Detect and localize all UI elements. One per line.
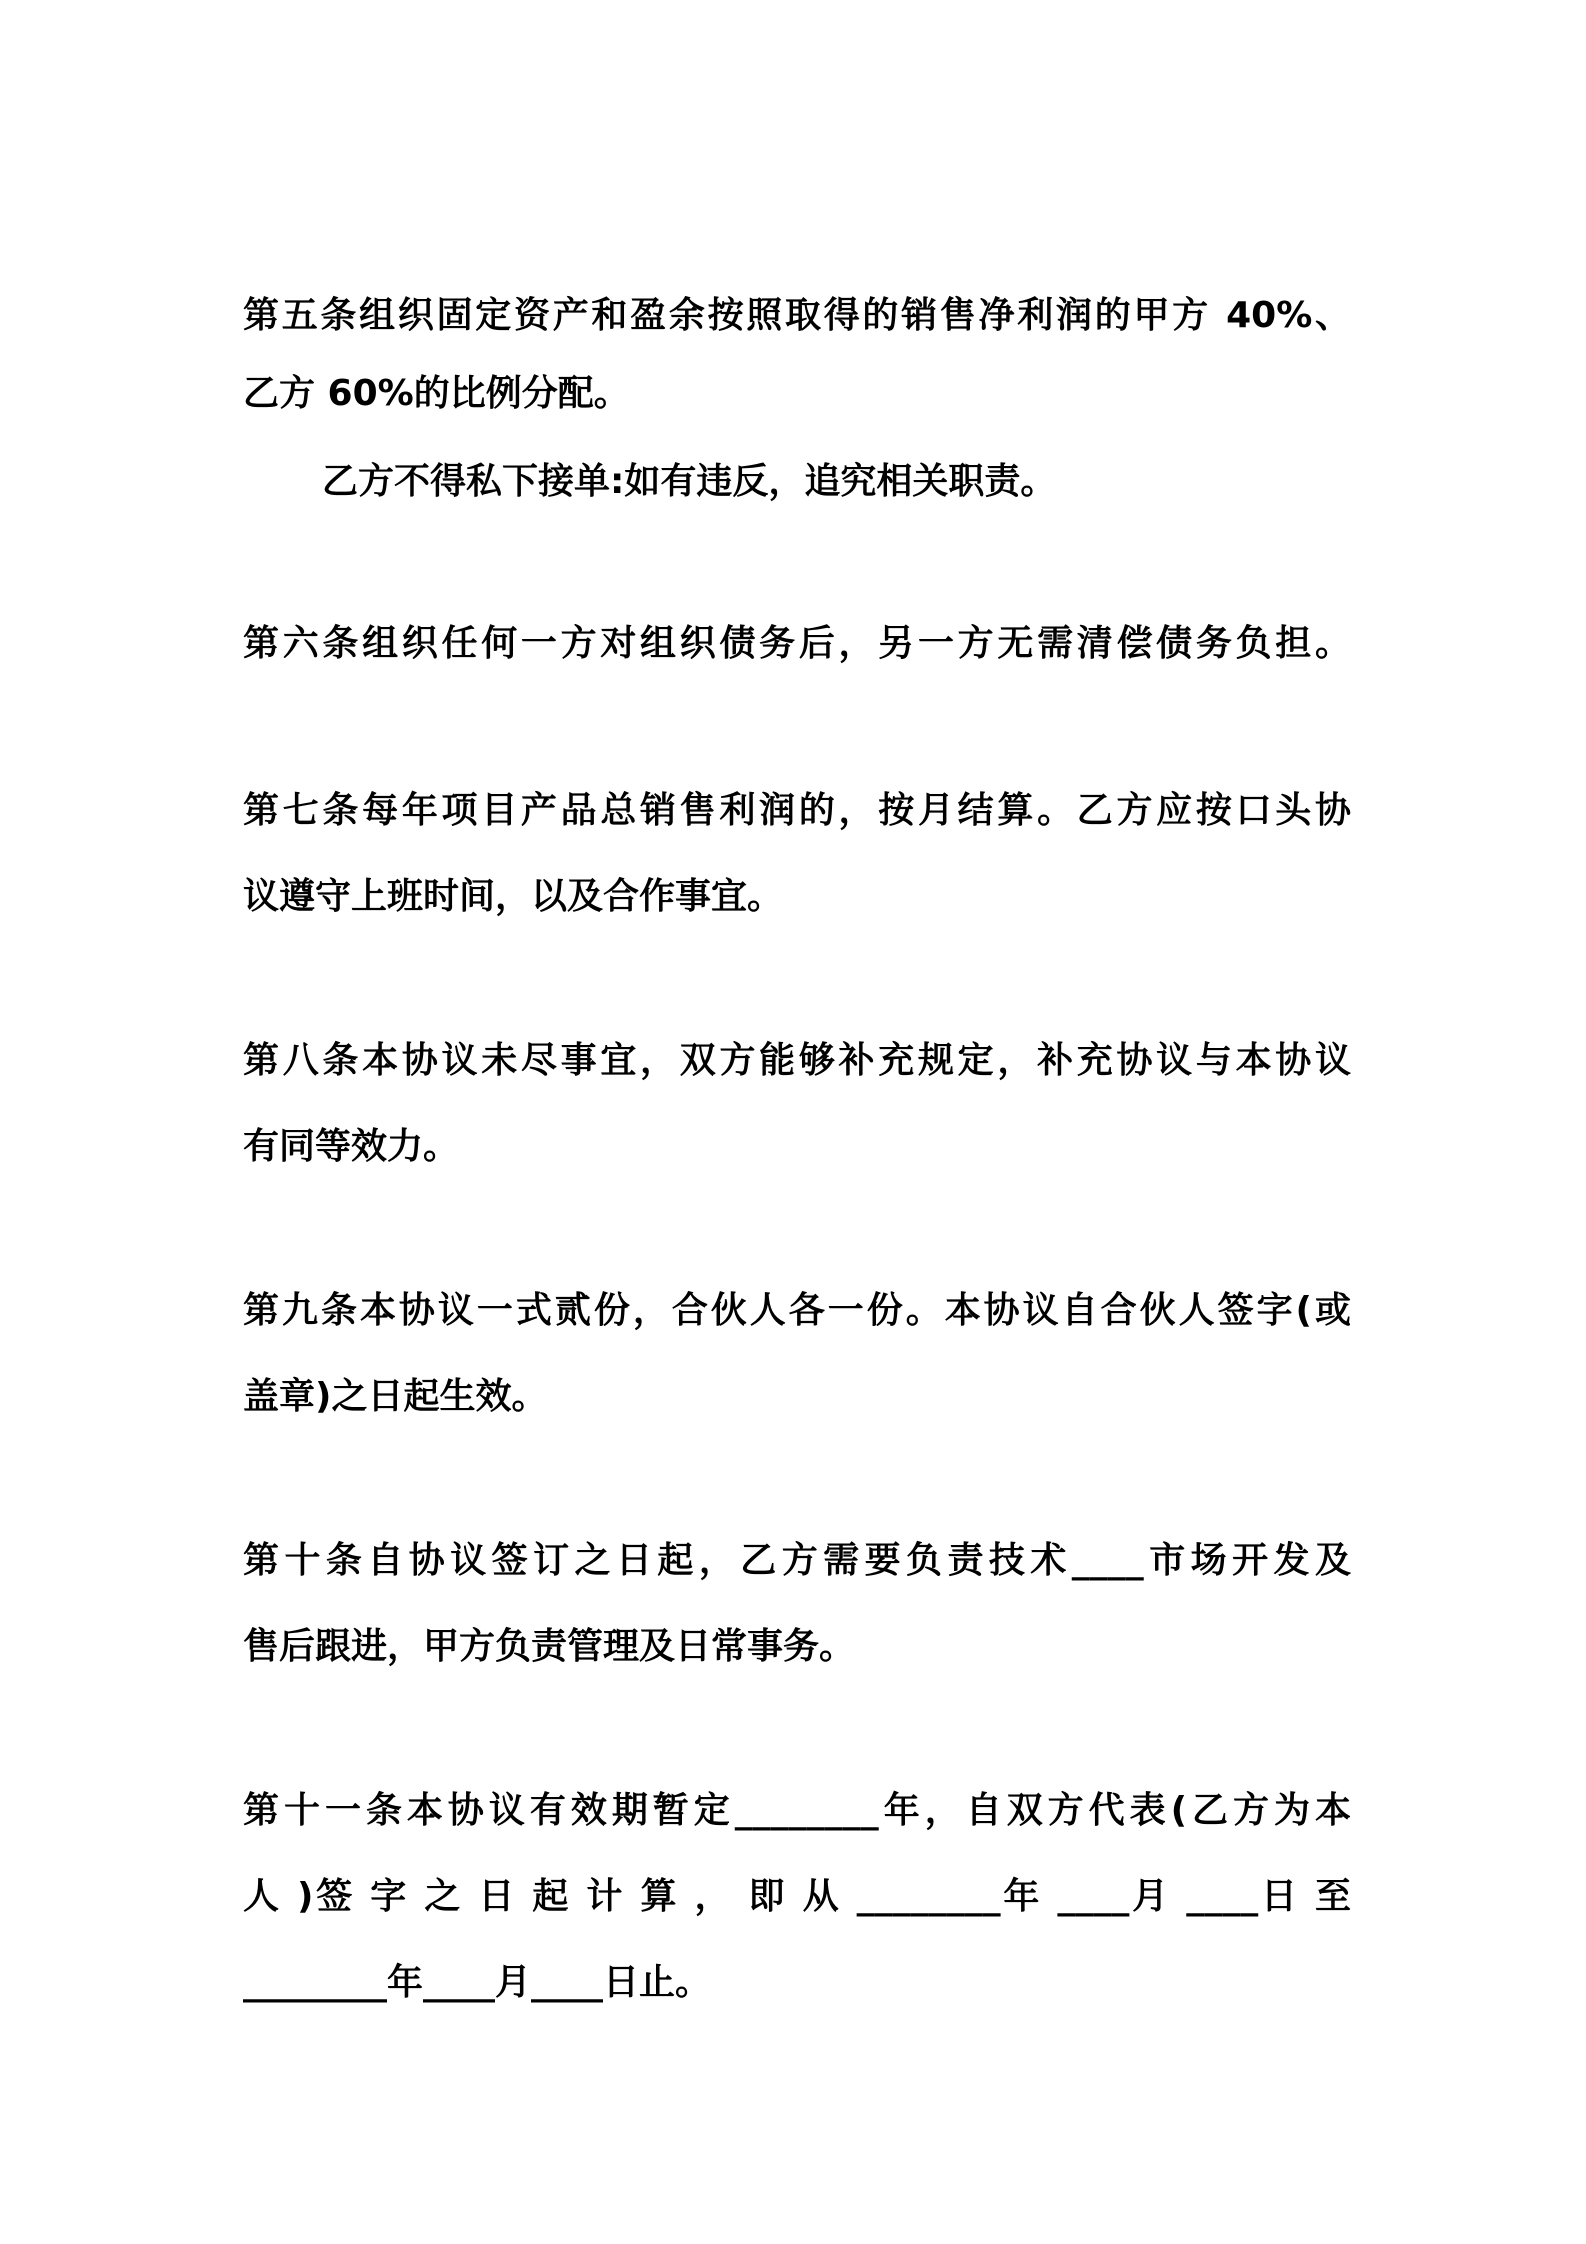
article-10-line-2: 售后跟进，甲方负责管理及日常事务。: [243, 1626, 856, 1667]
article-10-line-1: 第十条自协议签订之日起，乙方需要负责技术____市场开发及: [243, 1540, 1351, 1581]
article-7-line-1: 第七条每年项目产品总销售利润的，按月结算。乙方应按口头协: [243, 790, 1351, 831]
article-11-line-2: 人 )签 字 之 日 起 计 算 ， 即 从 ________年 ____月 ____日 至: [243, 1876, 1351, 1917]
article-8-line-1: 第八条本协议未尽事宜，双方能够补充规定，补充协议与本协议: [243, 1040, 1351, 1081]
article-9-line-1: 第九条本协议一式贰份，合伙人各一份。本协议自合伙人签字(或: [243, 1290, 1351, 1331]
article-6-line-1: 第六条组织任何一方对组织债务后，另一方无需清偿债务负担。: [243, 623, 1351, 664]
article-5-line-2: 乙方 60%的比例分配。: [243, 373, 630, 414]
article-5-line-1: 第五条组织固定资产和盈余按照取得的销售净利润的甲方 40%、: [243, 295, 1351, 336]
article-5-note: 乙方不得私下接单:如有违反，追究相关职责。: [322, 461, 1057, 502]
article-11-line-1: 第十一条本协议有效期暂定________年，自双方代表(乙方为本: [243, 1790, 1351, 1831]
article-9-line-2: 盖章)之日起生效。: [243, 1376, 548, 1417]
article-8-line-2: 有同等效力。: [243, 1126, 460, 1167]
article-7-line-2: 议遵守上班时间，以及合作事宜。: [243, 876, 784, 917]
article-11-line-3: ________年____月____日止。: [243, 1962, 712, 2003]
